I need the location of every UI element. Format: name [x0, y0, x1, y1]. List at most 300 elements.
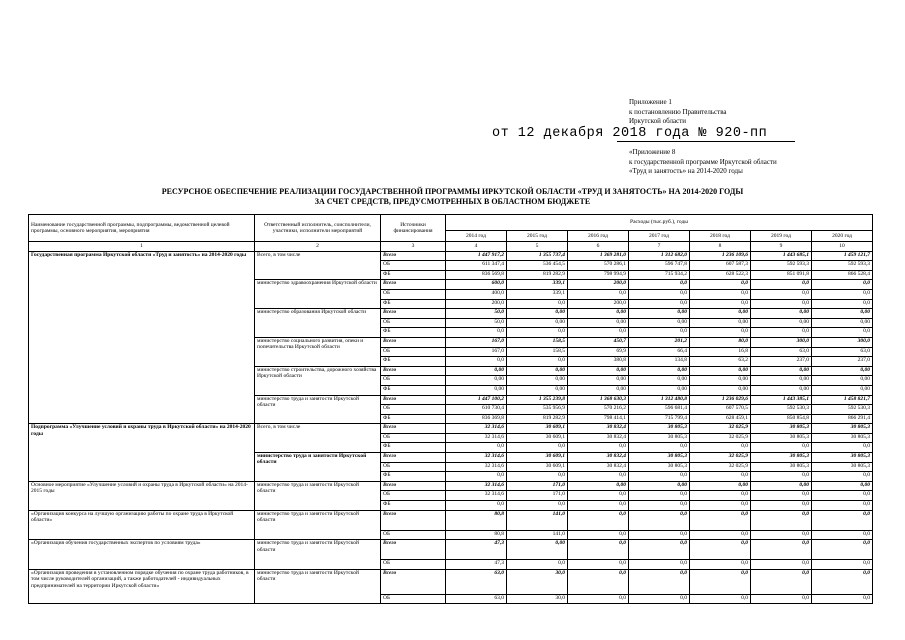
value-cell: 63,0 — [446, 594, 507, 604]
table-row — [29, 510, 873, 530]
value-cell: 850 854,8 — [751, 414, 812, 424]
value-cell: 339,1 — [507, 289, 568, 299]
resource-table — [28, 214, 873, 604]
executor-cell — [255, 481, 381, 510]
value-cell: 0,0 — [568, 472, 629, 482]
resolution-date: от 12 декабря 2018 года № 920-пп — [492, 126, 768, 141]
value-cell: 30 832,4 — [568, 462, 629, 472]
executor-cell — [255, 510, 381, 540]
value-cell: 30 609,1 — [507, 424, 568, 434]
value-cell: 30 832,4 — [568, 433, 629, 443]
value-cell: 715 934,2 — [629, 270, 690, 280]
value-cell: 167,0 — [446, 337, 507, 347]
value-cell: 0,00 — [751, 385, 812, 395]
value-cell: 0,00 — [568, 481, 629, 491]
value-cell: 167,0 — [446, 347, 507, 357]
value-cell: 0,00 — [507, 540, 568, 560]
value-cell: 237,0 — [751, 357, 812, 367]
value-cell: 30 805,3 — [812, 433, 873, 443]
value-cell: 836 369,8 — [446, 414, 507, 424]
source-cell: ОБ — [381, 462, 446, 472]
value-cell: 0,0 — [568, 560, 629, 570]
column-number: 6 — [568, 242, 629, 252]
name-cell — [29, 251, 255, 424]
value-cell: 607 587,3 — [690, 261, 751, 271]
value-cell: 0,0 — [751, 530, 812, 540]
value-cell: 570 286,1 — [568, 261, 629, 271]
value-cell: 0,0 — [690, 594, 751, 604]
value-cell: 0,00 — [812, 376, 873, 386]
source-cell: ФБ — [381, 357, 446, 367]
value-cell: 30 805,3 — [751, 433, 812, 443]
value-cell: 0,0 — [812, 443, 873, 453]
value-cell: 0,00 — [690, 309, 751, 319]
value-cell: 0,00 — [568, 385, 629, 395]
value-cell: 866 291,4 — [812, 414, 873, 424]
value-cell: 0,00 — [507, 385, 568, 395]
value-cell: 628 459,1 — [690, 414, 751, 424]
value-cell: 30 805,3 — [751, 462, 812, 472]
value-cell: 0,0 — [446, 472, 507, 482]
document-title: РЕСУРСНОЕ ОБЕСПЕЧЕНИЕ РЕАЛИЗАЦИИ ГОСУДАРСТВЕННОЙ ПРОГРАММЫ ИРКУТСКОЙ ОБЛАСТИ «ТРУД И ЗАНЯТОСТЬ» НА 2014-2020 ГОДЫ — [161, 187, 744, 196]
source-cell: ОБ — [381, 289, 446, 299]
value-cell: 158,5 — [507, 337, 568, 347]
value-cell: 592 593,3 — [751, 261, 812, 271]
source-cell: ОБ — [381, 405, 446, 415]
value-cell: 592 530,3 — [812, 405, 873, 415]
value-cell: 0,00 — [446, 366, 507, 376]
appendix-8-line: «Труд и занятость» на 2014-2020 годы — [629, 167, 743, 175]
value-cell: 0,0 — [751, 540, 812, 560]
value-cell: 0,00 — [690, 385, 751, 395]
value-cell: 30,0 — [507, 594, 568, 604]
appendix-1-line: Приложение 1 — [629, 98, 672, 106]
source-cell: ОБ — [381, 594, 446, 604]
value-cell: 0,0 — [812, 280, 873, 290]
value-cell: 0,0 — [751, 501, 812, 511]
name-cell — [29, 510, 255, 540]
value-cell: 0,00 — [812, 366, 873, 376]
value-cell: 0,0 — [690, 289, 751, 299]
value-cell: 0,0 — [507, 328, 568, 338]
value-cell: 339,1 — [507, 280, 568, 290]
value-cell: 0,0 — [629, 510, 690, 530]
appendix-1-block — [629, 98, 727, 127]
value-cell: 32 314,6 — [446, 462, 507, 472]
value-cell: 0,00 — [751, 309, 812, 319]
value-cell: 30 805,3 — [629, 424, 690, 434]
value-cell: 30 832,4 — [568, 453, 629, 463]
name-text: «Организация проведения в установленном порядке обучения по охране труда работников, в том числе руководителей организаций, а также работодателей - индивидуальных предпринимателей на территории Иркутской области» — [31, 569, 249, 589]
source-cell: Всего — [381, 540, 446, 560]
source-cell: Всего — [381, 395, 446, 405]
value-cell: 0,0 — [507, 443, 568, 453]
value-cell: 0,00 — [629, 376, 690, 386]
source-cell: ФБ — [381, 501, 446, 511]
value-cell: 0,0 — [568, 443, 629, 453]
value-cell: 0,0 — [568, 289, 629, 299]
table-row — [29, 481, 873, 491]
value-cell: 0,00 — [690, 318, 751, 328]
value-cell: 134,8 — [629, 357, 690, 367]
value-cell: 715 799,4 — [629, 414, 690, 424]
value-cell: 0,0 — [568, 594, 629, 604]
name-text: Подпрограмма «Улучшение условий и охраны труда в Иркутской области» на 2014-2020 годы — [31, 424, 251, 437]
executor-text: министерство труда и занятости Иркутской области — [257, 510, 359, 524]
value-cell: 30 805,3 — [812, 462, 873, 472]
source-cell: Всего — [381, 481, 446, 491]
value-cell: 0,0 — [629, 569, 690, 594]
source-cell: ФБ — [381, 299, 446, 309]
value-cell: 0,00 — [629, 385, 690, 395]
value-cell: 851 091,8 — [751, 270, 812, 280]
executor-cell — [255, 453, 381, 482]
value-cell: 1 369 281,0 — [568, 251, 629, 261]
column-number: 8 — [690, 242, 751, 252]
value-cell: 200,0 — [446, 299, 507, 309]
value-cell: 0,0 — [629, 443, 690, 453]
value-cell: 628 522,3 — [690, 270, 751, 280]
value-cell: 1 355 737,4 — [507, 251, 568, 261]
value-cell: 0,0 — [629, 328, 690, 338]
executor-text: министерство образования Иркутской области — [257, 309, 367, 316]
value-cell: 0,0 — [751, 560, 812, 570]
header-year: 2019 год — [751, 230, 812, 241]
value-cell: 0,00 — [751, 376, 812, 386]
value-cell: 30 805,3 — [629, 453, 690, 463]
value-cell: 836 569,8 — [446, 270, 507, 280]
value-cell: 0,0 — [507, 501, 568, 511]
source-cell: Всего — [381, 309, 446, 319]
value-cell: 535 956,9 — [507, 405, 568, 415]
executor-cell — [255, 424, 381, 453]
value-cell: 0,0 — [690, 540, 751, 560]
source-cell: ФБ — [381, 385, 446, 395]
table-row — [29, 251, 873, 261]
value-cell: 0,0 — [690, 280, 751, 290]
value-cell: 0,00 — [690, 366, 751, 376]
value-cell: 0,0 — [812, 491, 873, 501]
value-cell: 0,0 — [507, 357, 568, 367]
value-cell: 0,0 — [751, 280, 812, 290]
value-cell: 0,0 — [812, 569, 873, 594]
value-cell: 0,0 — [690, 443, 751, 453]
source-cell: ОБ — [381, 433, 446, 443]
executor-text: министерство строительства, дорожного хозяйства Иркутской области — [257, 366, 377, 380]
value-cell: 30 805,3 — [812, 424, 873, 434]
header-year: 2015 год — [507, 230, 568, 241]
value-cell: 1 236 029,6 — [690, 395, 751, 405]
executor-cell — [255, 309, 381, 338]
value-cell: 819 282,9 — [507, 270, 568, 280]
value-cell: 0,00 — [690, 481, 751, 491]
value-cell: 0,0 — [690, 299, 751, 309]
value-cell: 0,00 — [812, 385, 873, 395]
value-cell: 0,0 — [751, 289, 812, 299]
value-cell: 63,0 — [812, 347, 873, 357]
value-cell: 1 368 630,3 — [568, 395, 629, 405]
column-number: 7 — [629, 242, 690, 252]
header-year: 2014 год — [446, 230, 507, 241]
value-cell: 596 681,4 — [629, 405, 690, 415]
value-cell: 30 805,3 — [812, 453, 873, 463]
value-cell: 819 282,9 — [507, 414, 568, 424]
value-cell: 0,0 — [751, 594, 812, 604]
appendix-8-line: «Приложение 8 — [629, 148, 676, 156]
value-cell: 0,0 — [507, 560, 568, 570]
value-cell: 0,0 — [446, 357, 507, 367]
value-cell: 0,0 — [568, 510, 629, 530]
value-cell: 80,8 — [446, 530, 507, 540]
value-cell: 1 312 480,8 — [629, 395, 690, 405]
column-number: 2 — [255, 242, 381, 252]
value-cell: 80,0 — [690, 337, 751, 347]
executor-text: Всего, в том числе — [257, 251, 301, 258]
value-cell: 0,0 — [690, 560, 751, 570]
value-cell: 0,0 — [690, 472, 751, 482]
value-cell: 0,0 — [812, 594, 873, 604]
header-executor: Ответственный исполнитель, соисполнители, участники, исполнители мероприятий — [255, 215, 381, 242]
source-cell: ФБ — [381, 270, 446, 280]
table-row — [29, 569, 873, 594]
value-cell: 592 593,3 — [812, 261, 873, 271]
value-cell: 32 314,6 — [446, 491, 507, 501]
value-cell: 1 447 917,2 — [446, 251, 507, 261]
name-text: Основное мероприятие «Улучшение условий и охраны труда в Иркутской области» на 2014-2015 годы — [31, 481, 248, 495]
column-number: 9 — [751, 242, 812, 252]
value-cell: 30 609,1 — [507, 453, 568, 463]
value-cell: 200,0 — [568, 280, 629, 290]
name-text: «Организация конкурса на лучшую организацию работы по охране труда в Иркутской области» — [31, 510, 234, 524]
value-cell: 30 805,3 — [751, 453, 812, 463]
column-number: 3 — [381, 242, 446, 252]
value-cell: 0,0 — [751, 510, 812, 530]
column-number: 5 — [507, 242, 568, 252]
value-cell: 0,00 — [629, 366, 690, 376]
value-cell: 1 236 109,6 — [690, 251, 751, 261]
value-cell: 0,0 — [629, 530, 690, 540]
column-number: 10 — [812, 242, 873, 252]
value-cell: 30,0 — [507, 569, 568, 594]
value-cell: 30 832,4 — [568, 424, 629, 434]
value-cell: 0,0 — [690, 530, 751, 540]
value-cell: 0,0 — [446, 443, 507, 453]
source-cell: ФБ — [381, 472, 446, 482]
value-cell: 0,00 — [507, 366, 568, 376]
executor-text: министерство труда и занятости Иркутской области — [257, 395, 359, 408]
value-cell: 600,0 — [446, 280, 507, 290]
value-cell: 1 355 239,8 — [507, 395, 568, 405]
value-cell: 0,0 — [690, 501, 751, 511]
value-cell: 63,0 — [751, 347, 812, 357]
value-cell: 0,0 — [629, 280, 690, 290]
value-cell: 200,0 — [568, 299, 629, 309]
value-cell: 30 609,1 — [507, 462, 568, 472]
executor-text: министерство труда и занятости Иркутской области — [257, 453, 367, 466]
value-cell: 0,0 — [629, 594, 690, 604]
source-cell: Всего — [381, 569, 446, 594]
value-cell: 0,0 — [568, 540, 629, 560]
value-cell: 0,0 — [629, 540, 690, 560]
value-cell: 0,00 — [751, 481, 812, 491]
value-cell: 1 447 100,2 — [446, 395, 507, 405]
value-cell: 1 443 685,1 — [751, 251, 812, 261]
executor-cell — [255, 395, 381, 424]
header-source: Источники финансирования — [381, 215, 446, 242]
header-expenses: Расходы (тыс.руб.), годы — [446, 215, 873, 231]
value-cell: 69,9 — [568, 347, 629, 357]
source-cell: ФБ — [381, 414, 446, 424]
value-cell: 607 570,5 — [690, 405, 751, 415]
value-cell: 30 805,3 — [751, 424, 812, 434]
value-cell: 1 458 821,7 — [812, 395, 873, 405]
value-cell: 0,0 — [690, 491, 751, 501]
executor-cell — [255, 251, 381, 280]
value-cell: 0,00 — [751, 318, 812, 328]
source-cell: ФБ — [381, 328, 446, 338]
value-cell: 536 454,5 — [507, 261, 568, 271]
value-cell: 0,0 — [568, 569, 629, 594]
header-year: 2020 год — [812, 230, 873, 241]
value-cell: 32 314,6 — [446, 481, 507, 491]
value-cell: 32 025,9 — [690, 462, 751, 472]
value-cell: 0,0 — [629, 501, 690, 511]
value-cell: 300,0 — [751, 337, 812, 347]
value-cell: 0,0 — [812, 501, 873, 511]
value-cell: 0,0 — [507, 299, 568, 309]
value-cell: 0,00 — [812, 318, 873, 328]
value-cell: 0,0 — [812, 510, 873, 530]
source-cell: ОБ — [381, 560, 446, 570]
value-cell: 592 530,3 — [751, 405, 812, 415]
appendix-8-line: к государственной программе Иркутской области — [629, 157, 777, 166]
value-cell: 141,0 — [507, 530, 568, 540]
value-cell: 66,4 — [629, 347, 690, 357]
value-cell: 0,0 — [446, 328, 507, 338]
value-cell: 0,0 — [812, 299, 873, 309]
executor-cell — [255, 280, 381, 309]
value-cell: 201,2 — [629, 337, 690, 347]
name-cell — [29, 481, 255, 510]
value-cell: 0,0 — [690, 510, 751, 530]
executor-text: министерство здравоохранения Иркутской области — [257, 280, 377, 287]
value-cell: 300,0 — [812, 337, 873, 347]
value-cell: 0,0 — [812, 530, 873, 540]
value-cell: 0,0 — [751, 472, 812, 482]
executor-text: Всего, в том числе — [257, 424, 301, 431]
header-year: 2017 год — [629, 230, 690, 241]
source-cell: ОБ — [381, 491, 446, 501]
value-cell: 0,0 — [568, 501, 629, 511]
value-cell: 80,8 — [446, 510, 507, 530]
value-cell: 32 314,6 — [446, 424, 507, 434]
value-cell: 0,0 — [629, 472, 690, 482]
executor-text: министерство труда и занятости Иркутской области — [257, 569, 359, 583]
value-cell: 0,0 — [751, 328, 812, 338]
value-cell: 1 312 682,0 — [629, 251, 690, 261]
value-cell: 237,0 — [812, 357, 873, 367]
document-subtitle: ЗА СЧЕТ СРЕДСТВ, ПРЕДУСМОТРЕННЫХ В ОБЛАСТНОМ БЮДЖЕТЕ — [314, 197, 591, 206]
value-cell: 610 730,4 — [446, 405, 507, 415]
value-cell: 0,0 — [568, 328, 629, 338]
source-cell: Всего — [381, 453, 446, 463]
table-row — [29, 424, 873, 434]
value-cell: 0,00 — [446, 385, 507, 395]
value-cell: 866 528,4 — [812, 270, 873, 280]
executor-cell — [255, 366, 381, 395]
value-cell: 50,0 — [446, 309, 507, 319]
source-cell: ОБ — [381, 376, 446, 386]
value-cell: 0,00 — [507, 309, 568, 319]
executor-text: министерство социального развития, опеки и попечительства Иркутской области — [257, 337, 364, 351]
signature-underline — [617, 141, 795, 142]
value-cell: 380,8 — [568, 357, 629, 367]
header-year: 2016 год — [568, 230, 629, 241]
value-cell: 32 025,9 — [690, 424, 751, 434]
value-cell: 50,0 — [446, 318, 507, 328]
value-cell: 450,7 — [568, 337, 629, 347]
header-year: 2018 год — [690, 230, 751, 241]
appendix-8-block — [629, 148, 777, 177]
executor-text: министерство труда и занятости Иркутской области — [257, 481, 359, 495]
value-cell: 611 347,4 — [446, 261, 507, 271]
value-cell: 0,0 — [690, 328, 751, 338]
appendix-1-line: к постановлению Правительства — [629, 107, 727, 116]
name-cell — [29, 424, 255, 482]
value-cell: 0,0 — [629, 560, 690, 570]
value-cell: 0,0 — [751, 569, 812, 594]
value-cell: 1 443 385,1 — [751, 395, 812, 405]
value-cell: 0,0 — [812, 540, 873, 560]
column-number: 1 — [29, 242, 255, 252]
value-cell: 0,00 — [690, 376, 751, 386]
executor-text: министерство труда и занятости Иркутской области — [257, 540, 359, 553]
name-text: «Организация обучения государственных экспертов по условиям труда» — [31, 540, 201, 547]
value-cell: 32 025,9 — [690, 453, 751, 463]
appendix-1-line: Иркутской области — [629, 117, 687, 125]
value-cell: 400,0 — [446, 289, 507, 299]
value-cell: 0,00 — [568, 318, 629, 328]
executor-cell — [255, 540, 381, 570]
name-text: Государственная программа Иркутской области «Труд и занятость» на 2014-2020 годы — [31, 251, 247, 258]
executor-cell — [255, 337, 381, 366]
value-cell: 0,00 — [629, 481, 690, 491]
value-cell: 0,0 — [812, 472, 873, 482]
executor-cell — [255, 569, 381, 604]
value-cell: 0,0 — [690, 569, 751, 594]
value-cell: 0,00 — [568, 366, 629, 376]
value-cell: 570 216,2 — [568, 405, 629, 415]
value-cell: 0,00 — [446, 376, 507, 386]
value-cell: 47,3 — [446, 560, 507, 570]
value-cell: 32 314,6 — [446, 453, 507, 463]
value-cell: 0,0 — [751, 443, 812, 453]
value-cell: 0,0 — [751, 491, 812, 501]
value-cell: 0,0 — [507, 472, 568, 482]
value-cell: 0,00 — [568, 376, 629, 386]
value-cell: 158,5 — [507, 347, 568, 357]
value-cell: 0,00 — [751, 366, 812, 376]
value-cell: 1 459 121,7 — [812, 251, 873, 261]
source-cell: Всего — [381, 280, 446, 290]
value-cell: 0,00 — [629, 309, 690, 319]
value-cell: 0,00 — [568, 309, 629, 319]
source-cell: Всего — [381, 337, 446, 347]
value-cell: 63,2 — [690, 357, 751, 367]
value-cell: 0,0 — [629, 289, 690, 299]
source-cell: Всего — [381, 424, 446, 434]
source-cell: Всего — [381, 366, 446, 376]
